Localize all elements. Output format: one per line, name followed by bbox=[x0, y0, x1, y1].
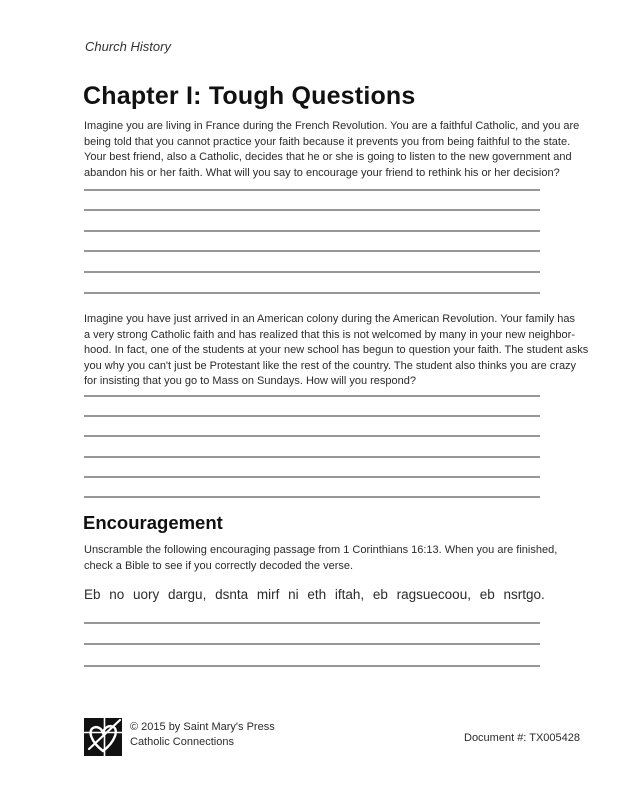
answer-line bbox=[84, 170, 540, 191]
text-line: Unscramble the following encouraging passage from 1 Corinthians 16:13. When you are finished, bbox=[84, 544, 558, 556]
answer-line bbox=[84, 645, 540, 667]
answer-line bbox=[84, 211, 540, 232]
page-title: Chapter I: Tough Questions bbox=[83, 82, 416, 110]
answer-line bbox=[84, 602, 540, 624]
text-line: abandon his or her faith. What will you say to encourage your friend to rethink his or her decision? bbox=[84, 166, 560, 179]
text-line: being told that you cannot practice your faith because it prevents you from being faithful to the state. bbox=[84, 135, 571, 148]
text-line: Your best friend, also a Catholic, decides that he or she is going to listen to the new government and bbox=[84, 151, 572, 163]
answer-lines-encouragement bbox=[84, 602, 540, 667]
text-line: check a Bible to see if you correctly decoded the verse. bbox=[84, 559, 354, 572]
answer-lines-prompt-1 bbox=[84, 170, 540, 294]
answer-line bbox=[84, 252, 540, 273]
answer-line bbox=[84, 191, 540, 212]
copyright-line: © 2015 by Saint Mary's Press bbox=[130, 721, 275, 733]
text-line: a very strong Catholic faith and has realized that this is not welcomed by many in your new neighbor- bbox=[84, 328, 575, 341]
answer-line bbox=[84, 458, 540, 478]
encouragement-instructions bbox=[84, 543, 558, 574]
text-line: hood. In fact, one of the students at your new school has begun to question your faith. The student asks bbox=[84, 344, 589, 356]
saint-marys-press-logo-icon bbox=[84, 718, 122, 761]
imprint-line: Catholic Connections bbox=[130, 736, 234, 748]
answer-line bbox=[84, 232, 540, 253]
text-line: you why you can't just be Protestant like the rest of the country. The student also thinks you are crazy bbox=[84, 359, 577, 372]
answer-line bbox=[84, 624, 540, 646]
answer-line bbox=[84, 437, 540, 457]
encouragement-heading: Encouragement bbox=[83, 512, 223, 533]
course-header: Church History bbox=[85, 39, 171, 54]
text-line: Imagine you have just arrived in an American colony during the American Revolution. Your family has bbox=[84, 313, 575, 325]
answer-line bbox=[84, 273, 540, 294]
answer-line bbox=[84, 417, 540, 437]
answer-lines-prompt-2 bbox=[84, 377, 540, 498]
footer-copyright bbox=[130, 720, 275, 750]
document-number: Document #: TX005428 bbox=[464, 732, 580, 744]
scrambled-passage: Eb no uory dargu, dsnta mirf ni eth iftah, eb ragsuecoou, eb nsrtgo. bbox=[84, 587, 545, 602]
answer-line bbox=[84, 478, 540, 498]
answer-line bbox=[84, 377, 540, 397]
text-line: for insisting that you go to Mass on Sundays. How will you respond? bbox=[84, 375, 417, 387]
answer-line bbox=[84, 397, 540, 417]
text-line: Imagine you are living in France during the French Revolution. You are a faithful Catholic, and you are bbox=[84, 120, 580, 132]
